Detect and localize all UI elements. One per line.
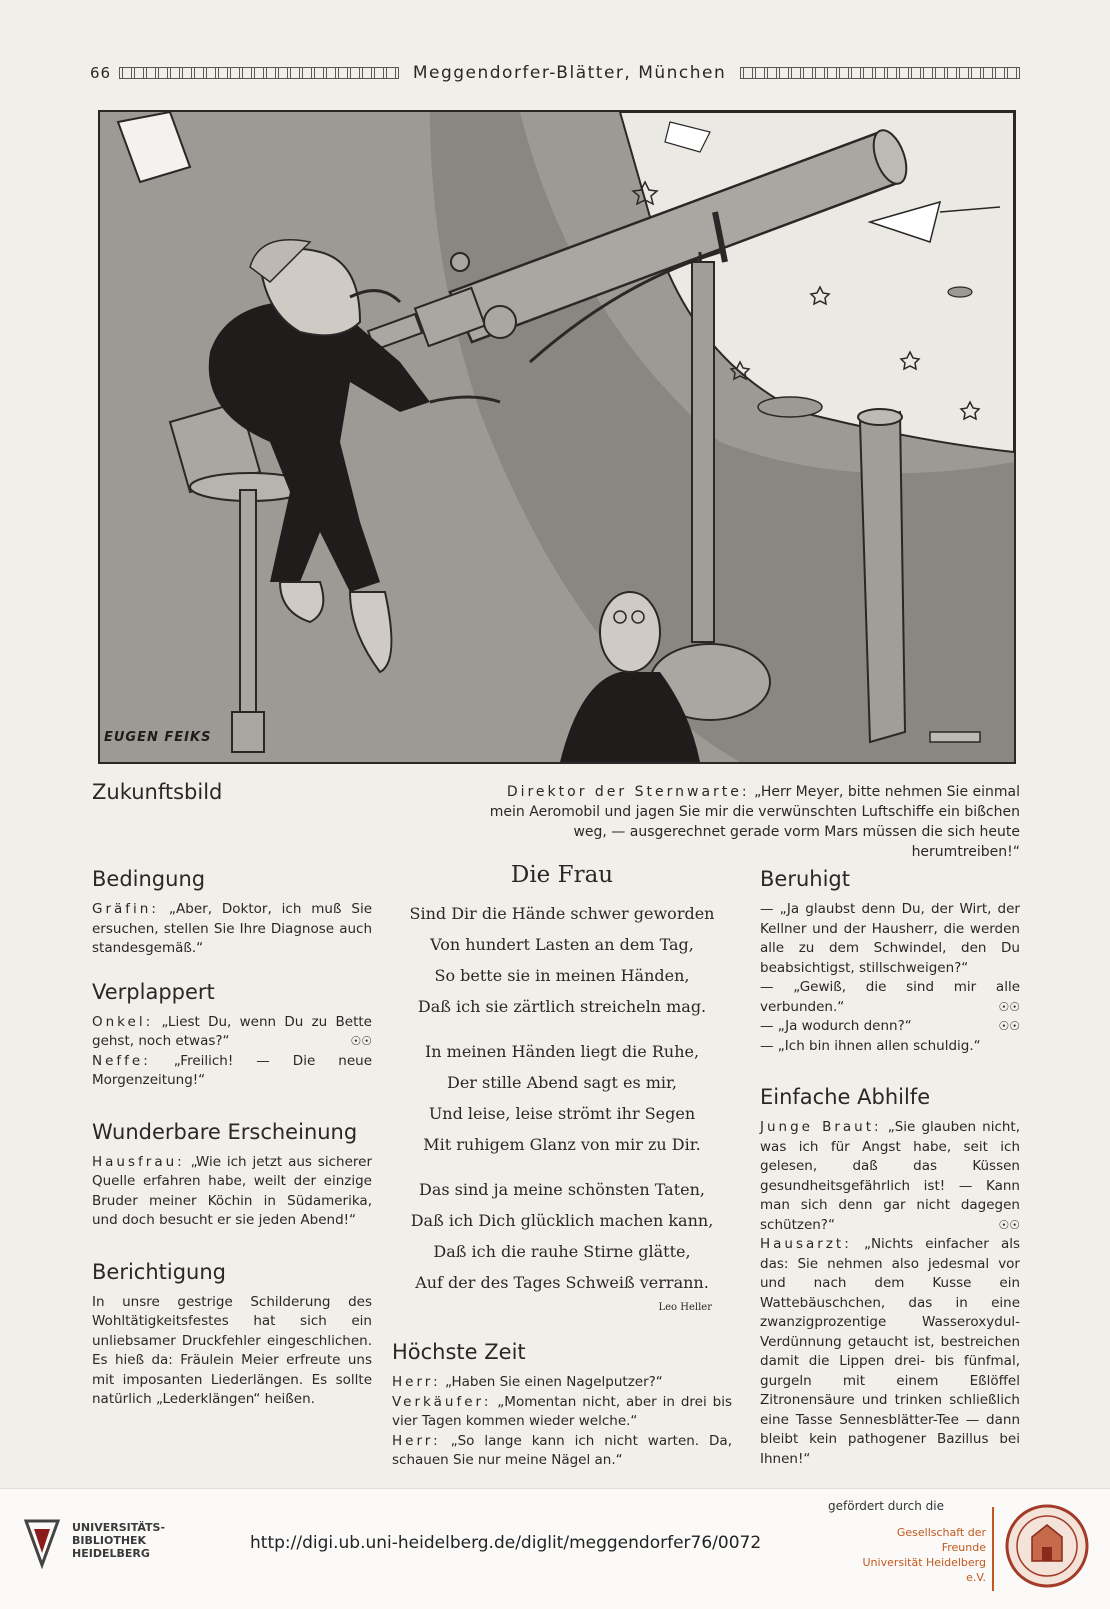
poem-line: Von hundert Lasten an dem Tag, — [430, 934, 694, 954]
heading-verplappert: Verplappert — [92, 979, 215, 1004]
digitization-footer — [0, 1488, 1110, 1609]
text-beruhigt-1: — „Ja glaubst denn Du, der Wirt, der Kellner und der Hausherr, die werden alle zu dem Schwindel, den Du beabsichtigst, stillschweigen?“ — [760, 901, 1020, 976]
text-bedingung: Gräfin: „Aber, Doktor, ich muß Sie ersuchen, stellen Sie Ihre Diagnose auch standesgemäß.“ — [92, 901, 373, 956]
text-einfache-abhilfe-1: Junge Braut: „Sie glauben nicht, was ich für Angst habe, seit ich gelesen, daß das Küssen gesundheitsgefährlich ist! — Kann man sich denn gar nicht dagegen schützen?“ ☉☉ — [760, 1118, 1020, 1235]
middle-column — [392, 862, 732, 1471]
poem-line: Und leise, leise strömt ihr Segen — [428, 1103, 696, 1123]
vignette-mark: ☉☉ — [350, 1034, 372, 1048]
poem-line: Das sind ja meine schönsten Taten, — [419, 1179, 705, 1199]
poem — [392, 898, 732, 1298]
text-beruhigt-4: — „Ich bin ihnen allen schuldig.“ — [760, 1037, 981, 1054]
text-hoechste-zeit-1: Herr: „Haben Sie einen Nagelputzer?“ — [392, 1374, 663, 1390]
caption-quote: „Herr Meyer, bitte nehmen Sie einmal mein Aeromobil und jagen Sie mir die verwünschten Luftschiffe ein bißchen weg, — ausgerechnet gerade vorm Mars müssen die sich heute herumtreiben!“ — [489, 784, 1020, 860]
vignette-mark: ☉☉ — [998, 1217, 1020, 1232]
poem-stanza — [392, 1174, 732, 1298]
text-hoechste-zeit-3: Herr: „So lange kann ich nicht warten. Da, schauen Sie nur meine Nägel an.“ — [392, 1432, 732, 1468]
caption-text — [480, 782, 1020, 862]
poem-line: Daß ich die rauhe Stirne glätte, — [433, 1241, 691, 1261]
journal-title: Meggendorfer-Blätter, München — [412, 63, 727, 83]
text-verplappert-2: Neffe: „Freilich! — Die neue Morgenzeitung!“ — [92, 1052, 372, 1088]
caption-title: Zukunftsbild — [92, 780, 223, 804]
vignette-mark: ☉☉ — [998, 1019, 1020, 1033]
text-verplappert-1: Onkel: „Liest Du, wenn Du zu Bette gehst, noch etwas?“ ☉☉ — [92, 1013, 372, 1052]
text-beruhigt-3: — „Ja wodurch denn?“ ☉☉ — [760, 1017, 1020, 1037]
library-logo-icon — [22, 1517, 62, 1569]
text-beruhigt-2: — „Gewiß, die sind mir alle verbunden.“ ☉☉ — [760, 978, 1020, 1017]
observatory-drawing — [100, 112, 1014, 762]
poem-line: Sind Dir die Hände schwer geworden — [409, 903, 715, 923]
poem-stanza — [392, 1036, 732, 1160]
poem-stanza — [392, 898, 732, 1022]
right-column — [760, 866, 1020, 1469]
footer-divider — [992, 1507, 994, 1591]
poem-line: Der stille Abend sagt es mir, — [446, 1072, 677, 1092]
header-ornament — [740, 67, 1020, 79]
poem-line: Mit ruhigem Glanz von mir zu Dir. — [423, 1134, 701, 1154]
text-wunderbare-erscheinung: Hausfrau: „Wie ich jetzt aus sicherer Quelle erfahren habe, weilt der einzige Bruder meiner Köchin in Südamerika, und doch besucht er sie jeden Abend!“ — [92, 1153, 372, 1228]
poem-line: In meinen Händen liegt die Ruhe, — [424, 1041, 700, 1061]
poem-line: So bette sie in meinen Händen, — [434, 965, 690, 985]
heading-beruhigt: Beruhigt — [760, 867, 850, 891]
heading-einfache-abhilfe: Einfache Abhilfe — [760, 1085, 931, 1109]
poem-line: Auf der des Tages Schweiß verrann. — [415, 1272, 709, 1292]
poem-author: Leo Heller — [658, 1301, 712, 1313]
heading-wunderbare-erscheinung: Wunderbare Erscheinung — [92, 1119, 358, 1144]
society-name: Gesellschaft der Freunde Universität Heidelberg e.V. — [862, 1526, 986, 1584]
left-column — [92, 866, 372, 1410]
page-header — [90, 62, 1020, 84]
library-name: UNIVERSITÄTS- BIBLIOTHEK HEIDELBERG — [72, 1521, 166, 1560]
poem-line: Daß ich Dich glücklich machen kann, — [410, 1210, 714, 1230]
university-seal-icon — [1004, 1503, 1090, 1589]
header-ornament — [119, 67, 399, 79]
text-hoechste-zeit-2: Verkäufer: „Momentan nicht, aber in drei bis vier Tagen kommen wieder welche.“ — [392, 1393, 732, 1429]
poem-title: Die Frau — [510, 862, 614, 888]
funded-by-label: gefördert durch die — [828, 1499, 944, 1513]
cartoon-illustration — [98, 110, 1016, 764]
heading-berichtigung: Berichtigung — [92, 1259, 226, 1284]
page-number: 66 — [90, 64, 112, 82]
vignette-mark: ☉☉ — [998, 999, 1020, 1014]
poem-line: Daß ich sie zärtlich streicheln mag. — [417, 996, 707, 1016]
text-einfache-abhilfe-2: Hausarzt: „Nichts einfacher als das: Sie nehmen also jedesmal vor und nach dem Kusse ein Wattebäuschchen, das in eine zwanzigprozentige Wasseroxydul-Verdünnung getaucht ist, bestreichen damit die Lippen drei- bis fünfmal, gurgeln mit einem Eßlöffel Zitronensäure und trinken schließlich eine Tasse Sennesblätter-Tee — dann bleibt kein pathogener Bazillus bei Ihnen!“ — [760, 1236, 1020, 1467]
caption-speaker: Direktor der Sternwarte: — [506, 784, 750, 800]
text-berichtigung: In unsre gestrige Schilderung des Wohltätigkeitsfestes hat sich ein unliebsamer Druckfehler eingeschlichen. Es hieß da: Fräulein Meier erfreute uns mit imposanten Liederlängen. Es sollte natürlich „Lederklängen“ heißen. — [92, 1293, 372, 1407]
artist-signature: EUGEN FEIKS — [104, 730, 212, 745]
heading-bedingung: Bedingung — [92, 867, 206, 891]
permalink-url[interactable]: http://digi.ub.uni-heidelberg.de/diglit/meggendorfer76/0072 — [250, 1533, 762, 1553]
heading-hoechste-zeit: Höchste Zeit — [392, 1340, 526, 1364]
